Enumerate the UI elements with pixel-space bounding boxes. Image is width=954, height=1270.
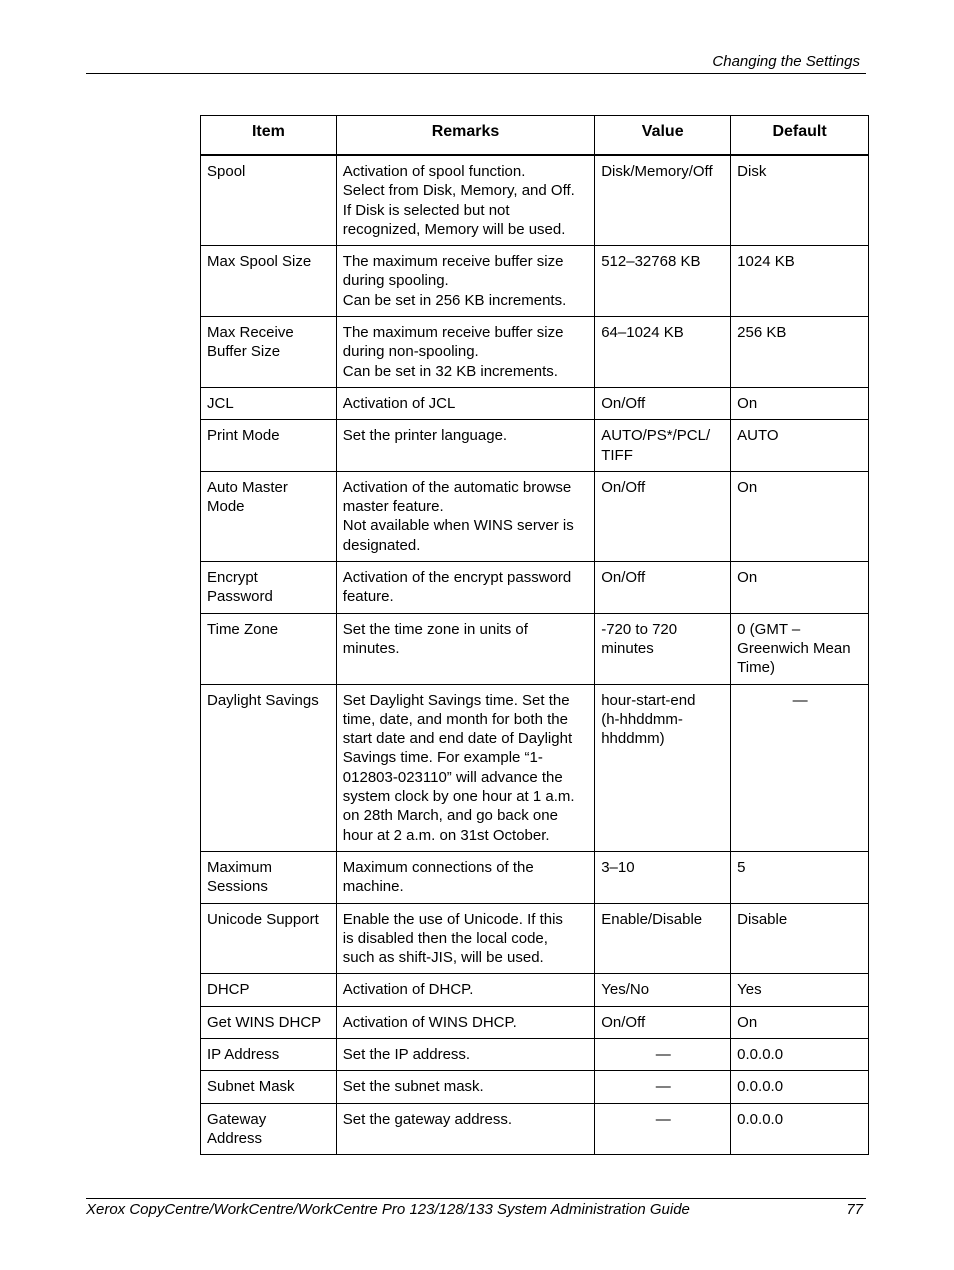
cell-text-line: — <box>655 1078 671 1096</box>
table-body <box>201 156 869 1155</box>
cell-text-line: Activation of the automatic browse <box>342 478 572 496</box>
cell-item <box>201 684 337 851</box>
cell-text-line: On <box>737 1013 758 1031</box>
cell-text-line: Buffer Size <box>207 343 281 361</box>
cell-text-line: Enable/Disable <box>601 910 703 928</box>
cell-text-line: Activation of WINS DHCP. <box>342 1013 517 1031</box>
cell-text-line: Daylight Savings <box>207 691 319 709</box>
cell-value <box>595 246 731 317</box>
cell-text-line: 5 <box>737 858 746 876</box>
cell-text-line: Encrypt <box>207 569 258 587</box>
cell-text-line: 512–32768 KB <box>601 253 701 271</box>
cell-text-line: Yes <box>737 981 762 999</box>
table-row <box>201 613 869 684</box>
cell-item <box>201 471 337 561</box>
cell-text-line: IP Address <box>207 1045 280 1063</box>
cell-text-line: Not available when WINS server is <box>342 517 574 535</box>
table-row <box>201 974 869 1006</box>
cell-text-line: 0.0.0.0 <box>737 1078 784 1096</box>
cell-text-line: Can be set in 256 KB increments. <box>342 291 567 309</box>
cell-text-line: 0.0.0.0 <box>737 1110 784 1128</box>
cell-text-line: time, date, and month for both the <box>342 710 568 728</box>
cell-text-line: designated. <box>342 536 421 554</box>
page-number: 77 <box>846 1201 863 1218</box>
cell-default <box>731 246 869 317</box>
cell-default <box>731 156 869 246</box>
cell-text-line: Activation of spool function. <box>342 163 526 180</box>
cell-text-line: On <box>737 478 758 496</box>
cell-item <box>201 974 337 1006</box>
cell-remarks <box>336 317 594 388</box>
cell-remarks <box>336 387 594 419</box>
cell-text-line: Max Receive <box>207 324 294 342</box>
cell-text-line: Password <box>207 588 273 606</box>
cell-remarks <box>336 903 594 974</box>
cell-text-line: Set Daylight Savings time. Set the <box>342 691 570 709</box>
cell-text-line: On/Off <box>601 569 646 587</box>
cell-text-line: Mode <box>207 498 245 516</box>
cell-text-line: Savings time. For example “1- <box>342 749 543 767</box>
header-divider <box>86 73 866 74</box>
cell-default <box>731 851 869 903</box>
cell-remarks <box>336 420 594 472</box>
cell-text-line: 012803-023110” will advance the <box>342 768 563 786</box>
cell-text-line: (h-hhddmm- <box>601 710 683 728</box>
table-header-row <box>201 116 869 155</box>
cell-text-line: 64–1024 KB <box>601 324 684 342</box>
cell-value <box>595 684 731 851</box>
cell-text-line: 3–10 <box>601 858 635 876</box>
cell-item <box>201 156 337 246</box>
cell-text-line: hour-start-end <box>601 691 696 709</box>
cell-text-line: Set the gateway address. <box>342 1110 513 1128</box>
cell-text-line: Max Spool Size <box>207 253 312 271</box>
cell-text-line: If Disk is selected but not <box>342 201 510 219</box>
cell-text-line: Enable the use of Unicode. If this <box>342 910 563 928</box>
cell-remarks <box>336 1006 594 1038</box>
cell-text-line: minutes. <box>342 639 400 657</box>
cell-text-line: minutes <box>601 639 654 657</box>
cell-item <box>201 420 337 472</box>
cell-remarks <box>336 246 594 317</box>
cell-text-line: during spooling. <box>342 272 449 290</box>
cell-text-line: 1024 KB <box>737 253 795 271</box>
cell-text-line: Get WINS DHCP <box>207 1013 322 1031</box>
cell-default <box>731 903 869 974</box>
cell-text-line: Select from Disk, Memory, and Off. <box>342 182 575 200</box>
cell-text-line: machine. <box>342 878 404 896</box>
cell-text-line: system clock by one hour at 1 a.m. <box>342 788 575 806</box>
cell-value <box>595 1006 731 1038</box>
cell-text-line: On/Off <box>601 478 646 496</box>
table-row <box>201 420 869 472</box>
cell-value <box>595 420 731 472</box>
table-row <box>201 317 869 388</box>
cell-default <box>731 1103 869 1155</box>
cell-text-line: — <box>655 1045 671 1063</box>
cell-text-line: Set the IP address. <box>342 1045 471 1063</box>
cell-text-line: recognized, Memory will be used. <box>342 220 566 238</box>
cell-value <box>595 471 731 561</box>
cell-default <box>731 684 869 851</box>
cell-text-line: hour at 2 a.m. on 31st October. <box>342 826 550 844</box>
cell-default <box>731 613 869 684</box>
cell-text-line: Set the subnet mask. <box>342 1078 484 1096</box>
cell-text-line: Can be set in 32 KB increments. <box>342 362 558 380</box>
cell-text-line: AUTO/PS*/PCL/ <box>601 427 711 445</box>
cell-text-line: 0.0.0.0 <box>737 1045 784 1063</box>
cell-text-line: -720 to 720 <box>601 620 678 638</box>
cell-text-line: during non-spooling. <box>342 343 479 361</box>
table-row <box>201 387 869 419</box>
cell-text-line: Disk/Memory/Off <box>601 163 713 180</box>
cell-text-line: DHCP <box>207 981 250 999</box>
cell-remarks <box>336 1038 594 1070</box>
cell-remarks <box>336 613 594 684</box>
footer-book-title: Xerox CopyCentre/WorkCentre/WorkCentre Pro 123/128/133 System Administration Guide <box>86 1201 690 1218</box>
cell-text-line: Time) <box>737 659 775 677</box>
cell-item <box>201 317 337 388</box>
cell-value <box>595 1071 731 1103</box>
cell-text-line: Yes/No <box>601 981 650 999</box>
cell-value <box>595 974 731 1006</box>
cell-text-line: Subnet Mask <box>207 1078 295 1096</box>
column-header-value: Value <box>595 116 731 155</box>
cell-default <box>731 1006 869 1038</box>
table-row <box>201 1006 869 1038</box>
cell-text-line: Sessions <box>207 878 268 896</box>
cell-value <box>595 613 731 684</box>
cell-default <box>731 420 869 472</box>
table-row <box>201 1103 869 1155</box>
cell-text-line: TIFF <box>601 446 633 464</box>
cell-value <box>595 851 731 903</box>
cell-text-line: on 28th March, and go back one <box>342 807 558 825</box>
cell-item <box>201 387 337 419</box>
cell-value <box>595 387 731 419</box>
cell-item <box>201 562 337 614</box>
cell-item <box>201 1038 337 1070</box>
cell-text-line: Print Mode <box>207 427 280 445</box>
cell-item <box>201 1071 337 1103</box>
cell-text-line: 0 (GMT – <box>737 620 801 638</box>
cell-remarks <box>336 851 594 903</box>
cell-text-line: Disk <box>737 163 767 180</box>
footer-divider <box>86 1198 866 1199</box>
cell-text-line: Unicode Support <box>207 910 319 928</box>
cell-item <box>201 246 337 317</box>
table-row <box>201 156 869 246</box>
cell-text-line: Auto Master <box>207 478 288 496</box>
cell-remarks <box>336 562 594 614</box>
settings-table <box>200 115 869 1155</box>
cell-text-line: The maximum receive buffer size <box>342 324 564 342</box>
cell-default <box>731 974 869 1006</box>
cell-text-line: — <box>792 691 808 709</box>
cell-text-line: Gateway <box>207 1110 267 1128</box>
cell-remarks <box>336 684 594 851</box>
table-row <box>201 851 869 903</box>
cell-text-line: hhddmm) <box>601 730 665 748</box>
cell-text-line: The maximum receive buffer size <box>342 253 564 271</box>
cell-value <box>595 1038 731 1070</box>
cell-text-line: Activation of DHCP. <box>342 981 474 999</box>
table-row <box>201 684 869 851</box>
cell-default <box>731 387 869 419</box>
cell-item <box>201 903 337 974</box>
cell-text-line: On <box>737 394 758 412</box>
cell-text-line: start date and end date of Daylight <box>342 730 573 748</box>
cell-value <box>595 317 731 388</box>
cell-item <box>201 851 337 903</box>
cell-value <box>595 903 731 974</box>
cell-text-line: — <box>655 1110 671 1128</box>
cell-text-line: On/Off <box>601 394 646 412</box>
cell-item <box>201 1006 337 1038</box>
column-header-remarks: Remarks <box>336 116 594 155</box>
cell-item <box>201 613 337 684</box>
cell-text-line: Address <box>207 1129 263 1147</box>
cell-text-line: is disabled then the local code, <box>342 929 548 947</box>
table-row <box>201 246 869 317</box>
cell-remarks <box>336 1103 594 1155</box>
cell-default <box>731 471 869 561</box>
cell-default <box>731 1038 869 1070</box>
cell-text-line: Set the printer language. <box>342 427 508 445</box>
cell-text-line: Activation of JCL <box>342 394 456 412</box>
cell-text-line: such as shift-JIS, will be used. <box>342 949 544 967</box>
cell-item <box>201 1103 337 1155</box>
cell-text-line: Maximum <box>207 858 273 876</box>
cell-default <box>731 562 869 614</box>
cell-remarks <box>336 974 594 1006</box>
cell-text-line: master feature. <box>342 498 444 516</box>
cell-text-line: On/Off <box>601 1013 646 1031</box>
cell-text-line: Set the time zone in units of <box>342 620 528 638</box>
cell-value <box>595 562 731 614</box>
cell-text-line: Activation of the encrypt password <box>342 569 572 587</box>
running-header: Changing the Settings <box>712 53 860 70</box>
cell-default <box>731 317 869 388</box>
cell-remarks <box>336 156 594 246</box>
table-row <box>201 471 869 561</box>
cell-text-line: AUTO <box>737 427 779 445</box>
column-header-item: Item <box>201 116 337 155</box>
cell-value <box>595 156 731 246</box>
cell-text-line: Disable <box>737 910 788 928</box>
cell-text-line: Spool <box>207 163 246 180</box>
cell-text-line: Time Zone <box>207 620 279 638</box>
column-header-default: Default <box>731 116 869 155</box>
cell-text-line: JCL <box>207 394 234 412</box>
cell-value <box>595 1103 731 1155</box>
table-row <box>201 1038 869 1070</box>
cell-text-line: feature. <box>342 588 394 606</box>
cell-text-line: Maximum connections of the <box>342 858 534 876</box>
cell-remarks <box>336 1071 594 1103</box>
cell-text-line: Greenwich Mean <box>737 639 851 657</box>
table-row <box>201 562 869 614</box>
cell-default <box>731 1071 869 1103</box>
table-row <box>201 1071 869 1103</box>
cell-remarks <box>336 471 594 561</box>
cell-text-line: On <box>737 569 758 587</box>
table-row <box>201 903 869 974</box>
cell-text-line: 256 KB <box>737 324 787 342</box>
